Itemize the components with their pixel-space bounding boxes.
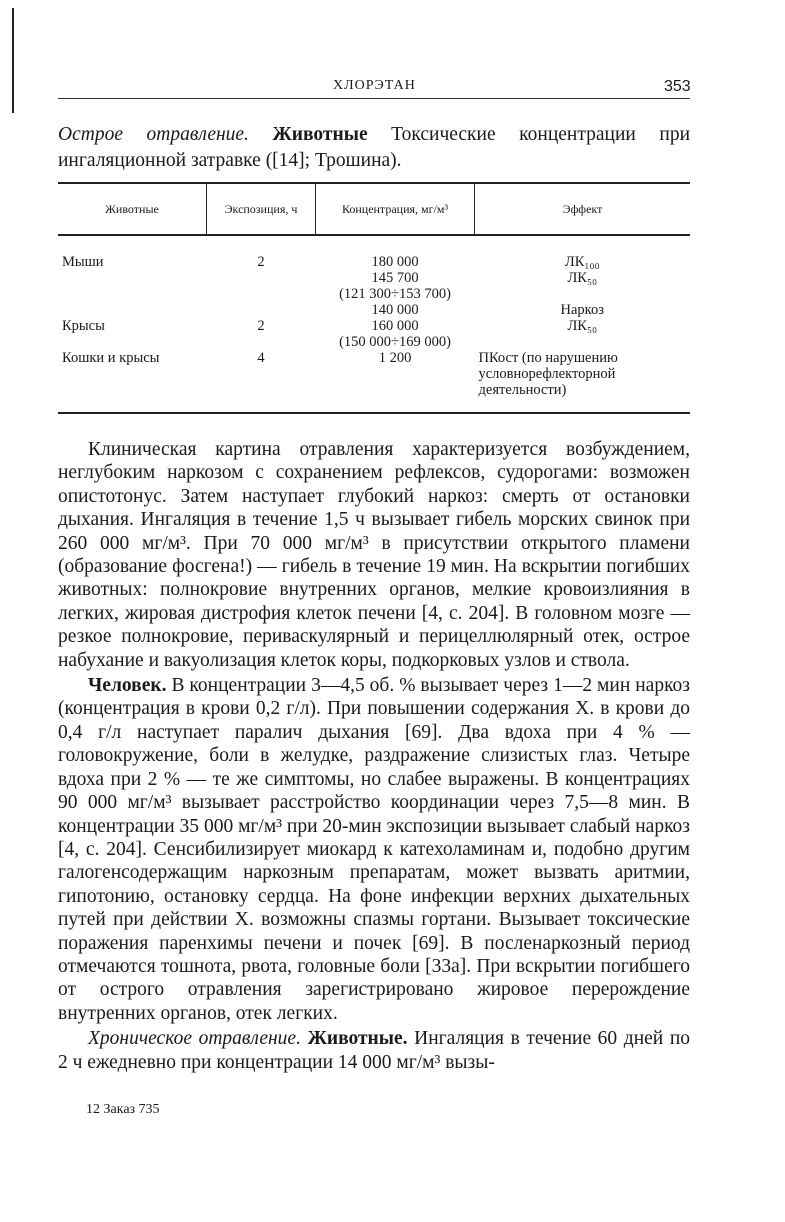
effect-value: ПКост (по нарушению: [478, 350, 618, 366]
table-caption: [58, 122, 690, 174]
subsection-label-animals-chronic: Животные.: [307, 1028, 408, 1050]
column-header-exposure: Экспозиция, ч: [207, 183, 316, 235]
section-label-acute: Острое отравление.: [58, 124, 249, 145]
header-divider: [58, 98, 690, 99]
column-header-effect: Эффект: [475, 183, 691, 235]
cell-effect: [475, 318, 691, 350]
cell-concentration: [316, 350, 475, 413]
cell-animal: Крысы: [62, 318, 105, 334]
cell-exposure: 2: [257, 318, 265, 334]
concentration-range: (150 000÷169 000): [339, 334, 451, 350]
margin-rule: [12, 8, 14, 113]
effect-value: [479, 286, 687, 302]
paragraph-chronic: [58, 1027, 690, 1074]
caption-text: Токсические концентрации при ингаляционной затравке ([14]; Трошина).: [58, 124, 691, 171]
cell-animal: Кошки и крысы: [62, 350, 160, 366]
table-row: [58, 318, 690, 350]
cell-concentration: [316, 235, 475, 318]
section-label-chronic: Хроническое отравление.: [88, 1028, 301, 1050]
printer-signature: 12 Заказ 735: [86, 1102, 160, 1117]
effect-value: условнорефлекторной: [478, 366, 616, 382]
concentration-value: 145 700: [371, 270, 419, 286]
paragraph-human-text: В концентрации 3—4,5 об. % вызывает через 1—2 мин наркоз (концентрация в крови 0,2 г/л). При повышении содержания Х. в крови до 0,4 г/л наступает паралич дыхания [69]. Два вдоха при 4 % — головокружение, боли в желудке, раздражение слизистых глаз. Четыре вдоха при 2 % — те же симптомы, но слабее выражены. В концентрациях 90 000 мг/м³ вызывает расстройство координации через 7,5—8 мин. В концентрации 35 000 мг/м³ при 20-мин экспозиции вызывает слабый наркоз [4, с. 204]. Сенсибилизирует миокард к катехоламинам и, подобно другим галогенсодержащим наркозным препаратам, может вызвать аритмии, гипотонию, остановку сердца. На фоне инфекции верхних дыхательных путей при действии Х. возможны спазмы гортани. Вызывает токсические поражения паренхимы печени и почек [69]. В посленаркозный период отмечаются тошнота, рвота, головные боли [33а]. При вскрытии погибшего от острого отравления зарегистрировано жировое перерождение внутренних органов, отек легких.: [58, 675, 691, 1024]
cell-exposure: 4: [257, 350, 265, 366]
subsection-label-animals: Животные: [272, 124, 368, 145]
toxic-concentrations-table: [58, 182, 690, 414]
cell-concentration: [316, 318, 475, 350]
effect-value: Наркоз: [560, 302, 604, 318]
cell-effect: [475, 235, 691, 318]
concentration-range: (121 300÷153 700): [339, 286, 451, 302]
concentration-value: 160 000: [371, 318, 419, 334]
effect-value: ЛК₅₀: [567, 318, 598, 334]
concentration-value: 180 000: [371, 254, 419, 270]
concentration-value: 140 000: [371, 302, 419, 318]
effect-value: ЛК₁₀₀: [564, 254, 600, 270]
subsection-label-human: Человек.: [88, 675, 167, 697]
cell-animal: Мыши: [62, 254, 104, 270]
paragraph-clinical-picture: Клиническая картина отравления характеризуется возбуждением, неглубоким наркозом с сохранением рефлексов, судорогами: возможен опистотонус. Затем наступает глубокий наркоз: смерть от остановки дыхания. Ингаляция в течение 1,5 ч вызывает гибель морских свинок при 260 000 мг/м³. При 70 000 мг/м³ в присутствии открытого пламени (образование фосгена!) — гибель в течение 19 мин. На вскрытии погибших животных: полнокровие внутренних органов, мелкие кровоизлияния в легких, жировая дистрофия клеток печени [4, с. 204]. В головном мозге — резкое полнокровие, периваскулярный и перицеллюлярный отек, острое набухание и вакуолизация клеток коры, подкорковых узлов и ствола.: [58, 439, 690, 671]
column-header-concentration: Концентрация, мг/м³: [316, 183, 475, 235]
table-row: [58, 350, 690, 413]
cell-effect: [475, 350, 691, 413]
effect-value: деятельности): [478, 382, 567, 398]
cell-exposure: 2: [257, 254, 265, 270]
column-header-animals: Животные: [105, 202, 159, 216]
table-row: [58, 235, 690, 318]
page-number: 353: [664, 78, 691, 95]
effect-value: ЛК₅₀: [567, 270, 598, 286]
paragraph-human: [58, 674, 690, 1025]
paragraph-chronic-text: Ингаляция в течение 60 дней по 2 ч ежедневно при концентрации 14 000 мг/м³ вызы-: [58, 1028, 691, 1073]
running-header: ХЛОРЭТАН: [333, 78, 416, 93]
article-body: [58, 438, 690, 1074]
table-header-row: [58, 183, 690, 235]
concentration-value: 1 200: [378, 350, 412, 366]
